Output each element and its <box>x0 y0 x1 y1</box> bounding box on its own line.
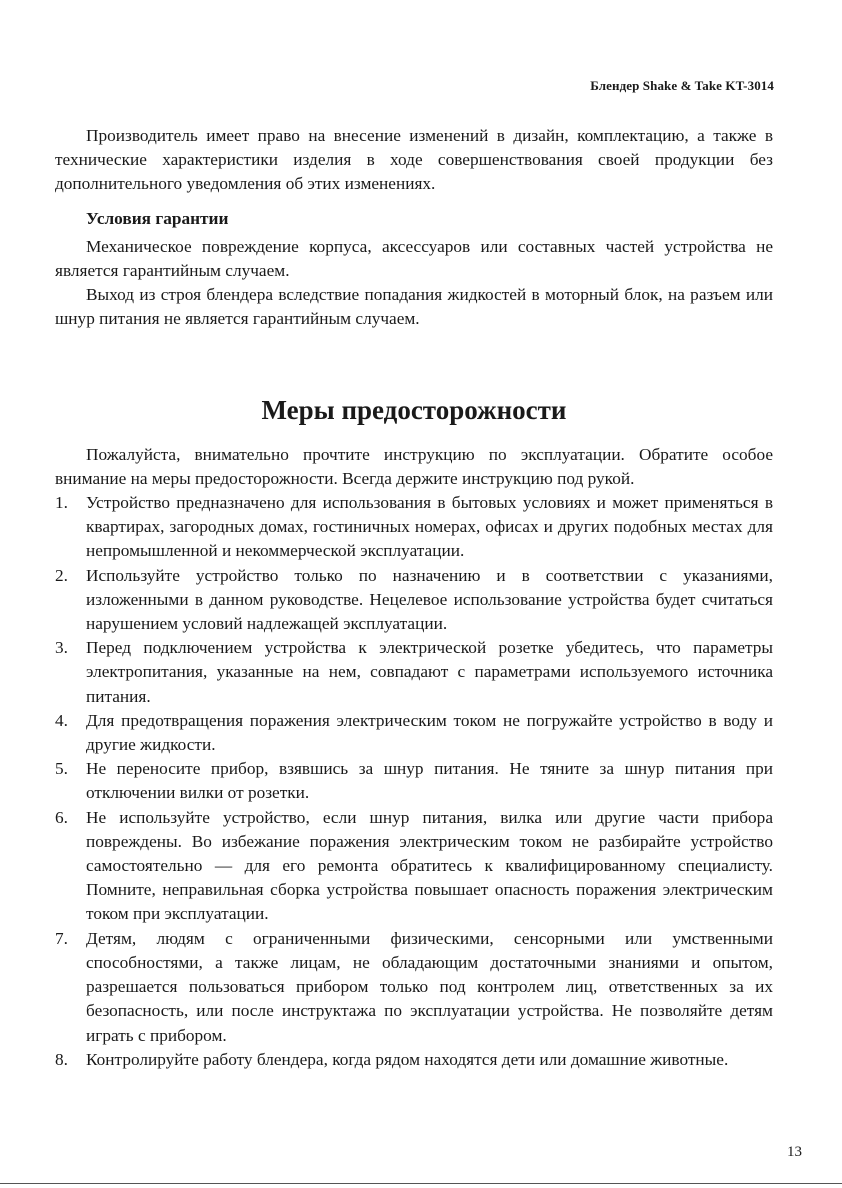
item-number: 3. <box>55 638 68 658</box>
item-text: Для предотвращения поражения электрическим током не погружайте устройство в воду и другие жидкости. <box>86 710 773 755</box>
precautions-intro: Пожалуйста, внимательно прочтите инструкцию по эксплуатации. Обратите особое внимание на меры предосторожности. Всегда держите инструкцию под рукой. <box>55 444 773 488</box>
item-text: Устройство предназначено для использования в бытовых условиях и может применяться в квартирах, загородных домах, гостиничных номерах, офисах и других подобных местах для непромышленной и некоммерческой эксплуатации. <box>86 493 773 561</box>
item-number: 1. <box>55 493 68 513</box>
page-body <box>55 124 773 1072</box>
running-header: Блендер Shake & Take KT-3014 <box>590 78 774 93</box>
item-text: Не используйте устройство, если шнур питания, вилка или другие части прибора повреждены. Во избежание поражения электрическим током не разбирайте устройство самостоятельно — для его ремонта обратитесь к квалифицированному специалисту. Помните, неправильная сборка устройства повышает опасность поражения электрическим током при эксплуатации. <box>86 807 773 924</box>
section-title: Меры предосторожности <box>261 394 567 425</box>
list-item <box>55 491 773 564</box>
list-item <box>55 806 773 927</box>
item-number: 6. <box>55 807 68 827</box>
warranty-paragraph-1: Механическое повреждение корпуса, аксессуаров или составных частей устройства не является гарантийным случаем. <box>55 236 773 281</box>
list-item <box>55 564 773 637</box>
item-text: Детям, людям с ограниченными физическими, сенсорными или умственными способностями, а также лицам, не обладающим достаточными знаниями и опытом, разрешается пользоваться прибором только под контролем лиц, ответственных за их безопасность, или после инструктажа по эксплуатации устройства. Не позволяйте детям играть с прибором. <box>86 928 773 1045</box>
item-number: 4. <box>55 710 68 730</box>
list-item <box>55 927 773 1048</box>
list-item <box>55 1048 773 1072</box>
warranty-heading: Условия гарантии <box>86 208 229 228</box>
list-item <box>55 709 773 757</box>
bottom-divider <box>0 1183 842 1184</box>
list-item <box>55 636 773 709</box>
item-number: 5. <box>55 759 68 779</box>
item-text: Не переносите прибор, взявшись за шнур питания. Не тяните за шнур питания при отключении вилки от розетки. <box>86 759 773 803</box>
item-number: 8. <box>55 1049 68 1069</box>
item-number: 7. <box>55 928 68 948</box>
item-text: Используйте устройство только по назначению и в соответствии с указаниями, изложенными в данном руководстве. Нецелевое использование устройства будет считаться нарушением условий надлежащей эксплуатации. <box>86 565 773 634</box>
precautions-list <box>55 491 773 1072</box>
manufacturer-note: Производитель имеет право на внесение изменений в дизайн, комплектацию, а также в технические характеристики изделия в ходе совершенствования своей продукции без дополнительного уведомления об этих изменениях. <box>55 126 773 194</box>
item-number: 2. <box>55 565 68 585</box>
warranty-paragraph-2: Выход из строя блендера вследствие попадания жидкостей в моторный блок, на разъем или шнур питания не является гарантийным случаем. <box>55 285 773 329</box>
list-item <box>55 757 773 805</box>
item-text: Контролируйте работу блендера, когда рядом находятся дети или домашние животные. <box>86 1049 729 1069</box>
page-number: 13 <box>787 1144 802 1160</box>
item-text: Перед подключением устройства к электрической розетке убедитесь, что параметры электропитания, указанные на нем, совпадают с параметрами используемого источника питания. <box>86 638 773 706</box>
